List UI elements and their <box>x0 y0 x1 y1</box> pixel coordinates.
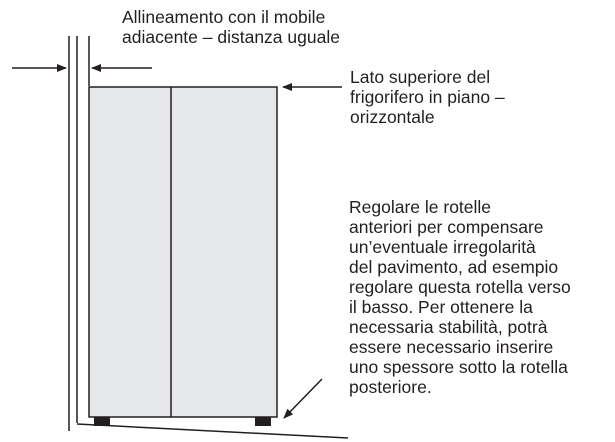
uneven-floor-line <box>77 424 348 438</box>
alignment-label: Allineamento con il mobile adiacente – distanza uguale <box>122 7 340 47</box>
roller-adjustment-label: Regolare le rotelle anteriori per compensare un’eventuale irregolarità del pavimento, ad esempio regolare questa rotella verso il basso. Per ottenere la necessaria stabilità, potrà essere necessario inserire uno spessore sotto la rotella posteriore. <box>349 197 571 397</box>
top-level-label: Lato superiore del frigorifero in piano – orizzontale <box>350 67 505 127</box>
refrigerator <box>89 87 277 417</box>
roller-adjust-arrow <box>284 379 322 418</box>
front-roller <box>255 417 271 426</box>
adjacent-cabinet-wall <box>69 36 77 431</box>
refrigerator-body <box>89 87 277 417</box>
